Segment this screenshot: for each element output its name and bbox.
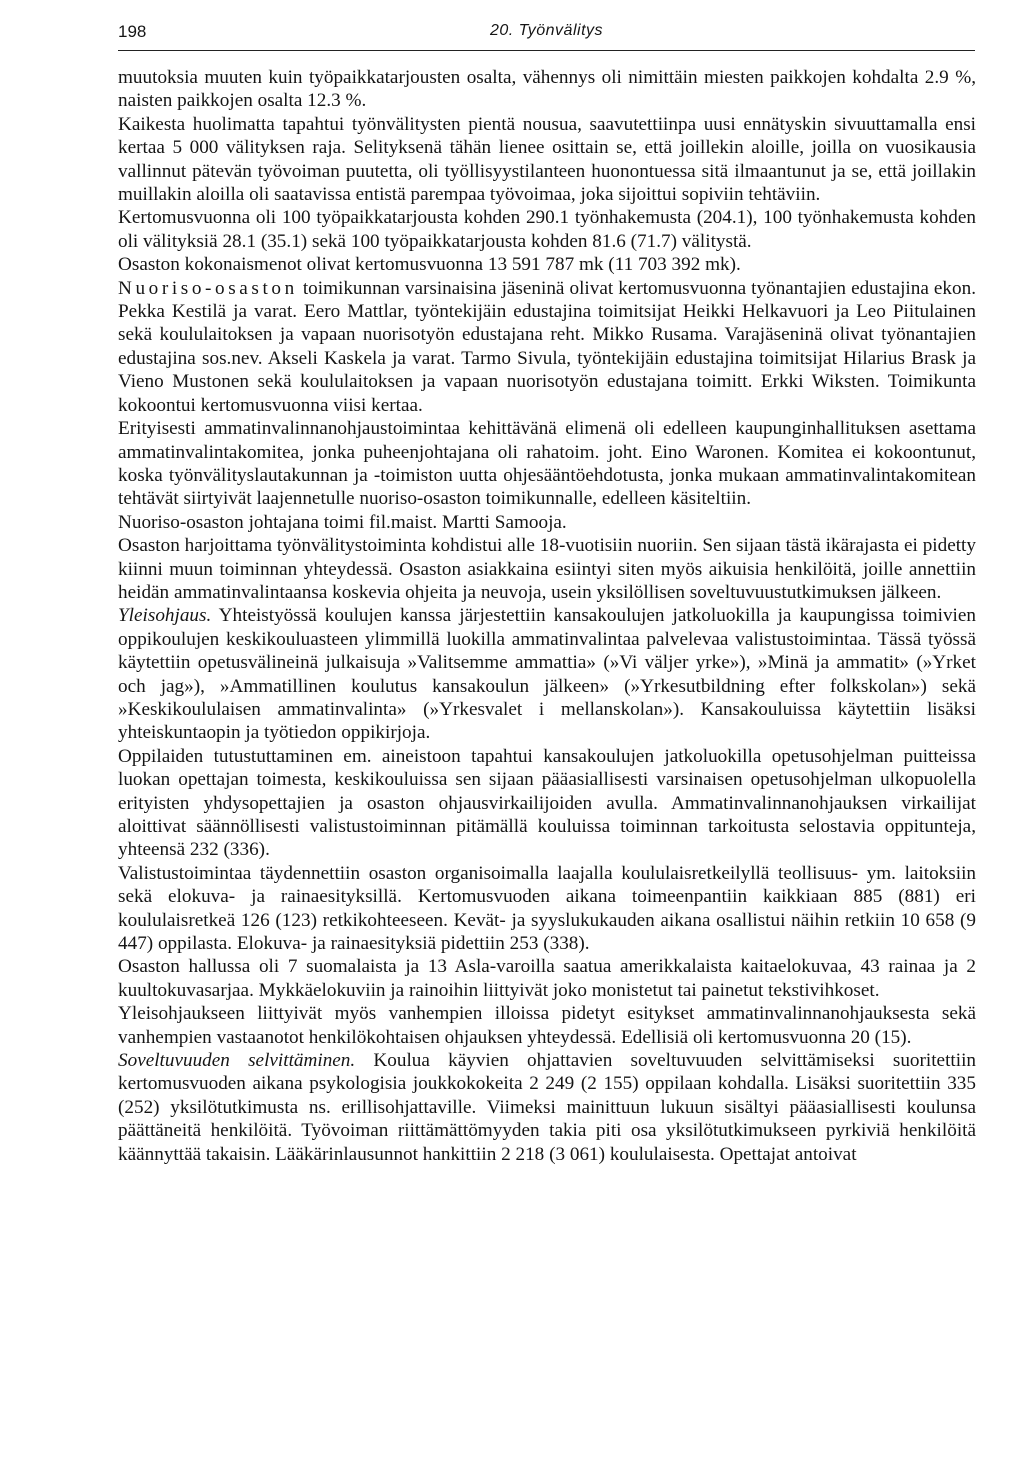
paragraph-text: Erityisesti ammatinvalinnanohjaustoimintaa kehittävänä elimenä oli edelleen kaupunginhallituksen asettama ammatinvalintakomitea, jonka puheenjohtajana oli rahatoim. joht. Eino Waronen. Komitea ei kokoontunut, koska työnvälityslautakunnan ja -toimiston uutta ohjesääntöehdotusta, jonka mukaan ammatinvalintakomitean tehtävät siirtyivät laajennetulle nuoriso-osaston toimikunnalle, edelleen käsiteltiin. [118,418,976,510]
paragraph-text: Nuoriso-osaston johtajana toimi fil.maist. Martti Samooja. [118,511,567,533]
paragraph [118,955,976,1002]
paragraph [118,511,976,534]
paragraph [118,862,976,956]
paragraph-text: Valistustoimintaa täydennettiin osaston organisoimalla laajalla koululaisretkeilyllä teollisuus- ym. laitoksiin sekä elokuva- ja rainaesityksillä. Kertomusvuoden aikana toimeenpantiin kaikkiaan 885 (881) eri koululaisretkeä 126 (123) retkikohteeseen. Kevät- ja syyslukukauden aikana osallistui näihin retkiin 10 658 (9 447) oppilasta. Elokuva- ja rainaesityksiä pidettiin 253 (338). [118,862,976,955]
paragraph-text: Yleisohjaukseen liittyivät myös vanhempien illoissa pidetyt esitykset ammatinvalinnanohjauksesta sekä vanhempien vastaanotot henkilökohtaisen ohjauksen yhteydessä. Edellisiä oli kertomusvuonna 20 (15). [118,1003,976,1048]
paragraph [118,745,976,862]
section-heading: Soveltuvuuden selvittäminen. [118,1050,356,1072]
paragraph [118,1049,976,1166]
paragraph [118,206,976,253]
paragraph-text: Oppilaiden tutustuttaminen em. aineistoon tapahtui kansakoulujen jatkoluokilla opetusohjelman puitteissa luokan opettajan toimesta, keskikouluissa sen sijaan pääasiallisesti varsinaisen opetusohjelman ulkopuolella erityisten yhdysopettajien ja osaston ohjausvirkailijoiden avulla. Ammatinvalinnanohjauksen virkailijat aloittivat säännöllisesti valistustoiminnan pitämällä kouluissa toiminnan tarkoitusta selostavia oppitunteja, yhteensä 232 (336). [118,745,976,861]
section-heading: Yleisohjaus. [118,605,212,627]
paragraph [118,604,976,744]
paragraph-text: Osaston kokonaismenot olivat kertomusvuonna 13 591 787 mk (11 703 392 mk). [118,254,741,276]
page-number: 198 [118,22,147,41]
running-title: 20. Työnvälitys [489,22,604,39]
paragraph [118,277,976,417]
paragraph-text: toimikunnan varsinaisina jäseninä olivat kertomusvuonna työnantajien edustajina ekon. Pekka Kestilä ja varat. Eero Mattlar, työntekijäin edustajina toimitsijat Heikki Helkavuori ja Leo Piitulainen sekä koululaitoksen ja vapaan nuorisotyön edustajana reht. Mikko Rusama. Varajäseninä olivat työnantajien edustajina sos.nev. Akseli Kaskela ja varat. Tarmo Sivula, työntekijäin edustajina toimitsijat Hilarius Brask ja Vieno Mustonen sekä koululaitoksen ja vapaan nuorisotyön edustajana toimitt. Erkki Wiksten. Toimikunta kokoontui kertomusvuonna viisi kertaa. [118,277,976,416]
section-lead: Nuoriso-osaston [118,277,298,299]
paragraph-text: Kaikesta huolimatta tapahtui työnvälitysten pientä nousua, saavutettiinpa uusi ennätyskin sivuuttamalla ensi kertaa 5 000 välityksen raja. Selityksenä tähän lienee osittain se, että joillekin aloille, joilla on vuosikausia vallinnut pätevän työvoiman puutetta, oli työllisyystilanteen huonontuessa sitä ilmaantunut ja se, että joillakin muillakin aloilla oli saatavissa entistä parempaa työvoimaa, joka sijoittui sopiviin tehtäviin. [118,113,976,206]
page-header [118,22,975,51]
paragraph-text: Osaston harjoittama työnvälitystoiminta kohdistui alle 18-vuotisiin nuoriin. Sen sijaan tästä ikärajasta ei pidetty kiinni muun toiminnan yhteydessä. Osaston asiakkaina esiintyi siten myös aikuisia henkilöitä, joille annettiin heidän ammatinvalintaansa koskevia ohjeita ja neuvoja, usein yksilöllisen soveltuvuustutkimuksen jälkeen. [118,535,976,603]
paragraph-text: Yhteistyössä koulujen kanssa järjestettiin kansakoulujen jatkoluokilla ja kaupungissa toimivien oppikoulujen keskikouluasteen ylimmillä luokilla ammatinvalintaa palvelevaa valistustoimintaa. Tässä työssä käytettiin opetusvälineinä julkaisuja »Valitsemme ammattia» (»Vi väljer yrke»), »Minä ja ammatit» (»Yrket och jag»), »Ammatillinen koulutus kansakoulun jälkeen» (»Yrkesutbildning efter folkskolan») sekä »Keskikoululaisen ammatinvalinta» (»Yrkesvalet i mellanskolan»). Kansakouluissa käytettiin lisäksi yhteiskuntaopin ja työtiedon oppikirjoja. [118,605,976,744]
paragraph-text: Koulua käyvien ohjattavien soveltuvuuden selvittämiseksi suoritettiin kertomusvuoden aikana psykologisia joukkokokeita 2 249 (2 155) oppilaan kohdalla. Lisäksi suoritettiin 335 (252) yksilötutkimusta ns. erillisohjattaville. Viimeksi mainittuun lukuun sisältyi pääasiallisesti koulunsa päättäneitä henkilöitä. Työvoiman riittämättömyyden takia piti osa yksilötutkimukseen pyrkiviä henkilöitä käännyttää takaisin. Lääkärinlausunnot hankittiin 2 218 (3 061) koululaisesta. Opettajat antoivat [118,1050,976,1165]
body-text [118,66,976,1166]
paragraph [118,113,976,207]
paragraph [118,66,976,113]
paragraph [118,1002,976,1049]
paragraph-text: Osaston hallussa oli 7 suomalaista ja 13 Asla-varoilla saatua amerikkalaista kaitaelokuvaa, 43 rainaa ja 2 kuultokuvasarjaa. Mykkäelokuviin ja rainoihin liittyivät joko monistetut tai painetut tekstivihkoset. [118,956,976,1001]
paragraph-text: Kertomusvuonna oli 100 työpaikkatarjousta kohden 290.1 työnhakemusta (204.1), 100 työnhakemusta kohden oli välityksiä 28.1 (35.1) sekä 100 työpaikkatarjousta kohden 81.6 (71.7) välitystä. [118,207,976,252]
paragraph [118,534,976,604]
paragraph [118,417,976,511]
paragraph-text: muutoksia muuten kuin työpaikkatarjousten osalta, vähennys oli nimittäin miesten paikkojen kohdalta 2.9 %, naisten paikkojen osalta 12.3 %. [118,67,976,112]
paragraph [118,253,976,276]
